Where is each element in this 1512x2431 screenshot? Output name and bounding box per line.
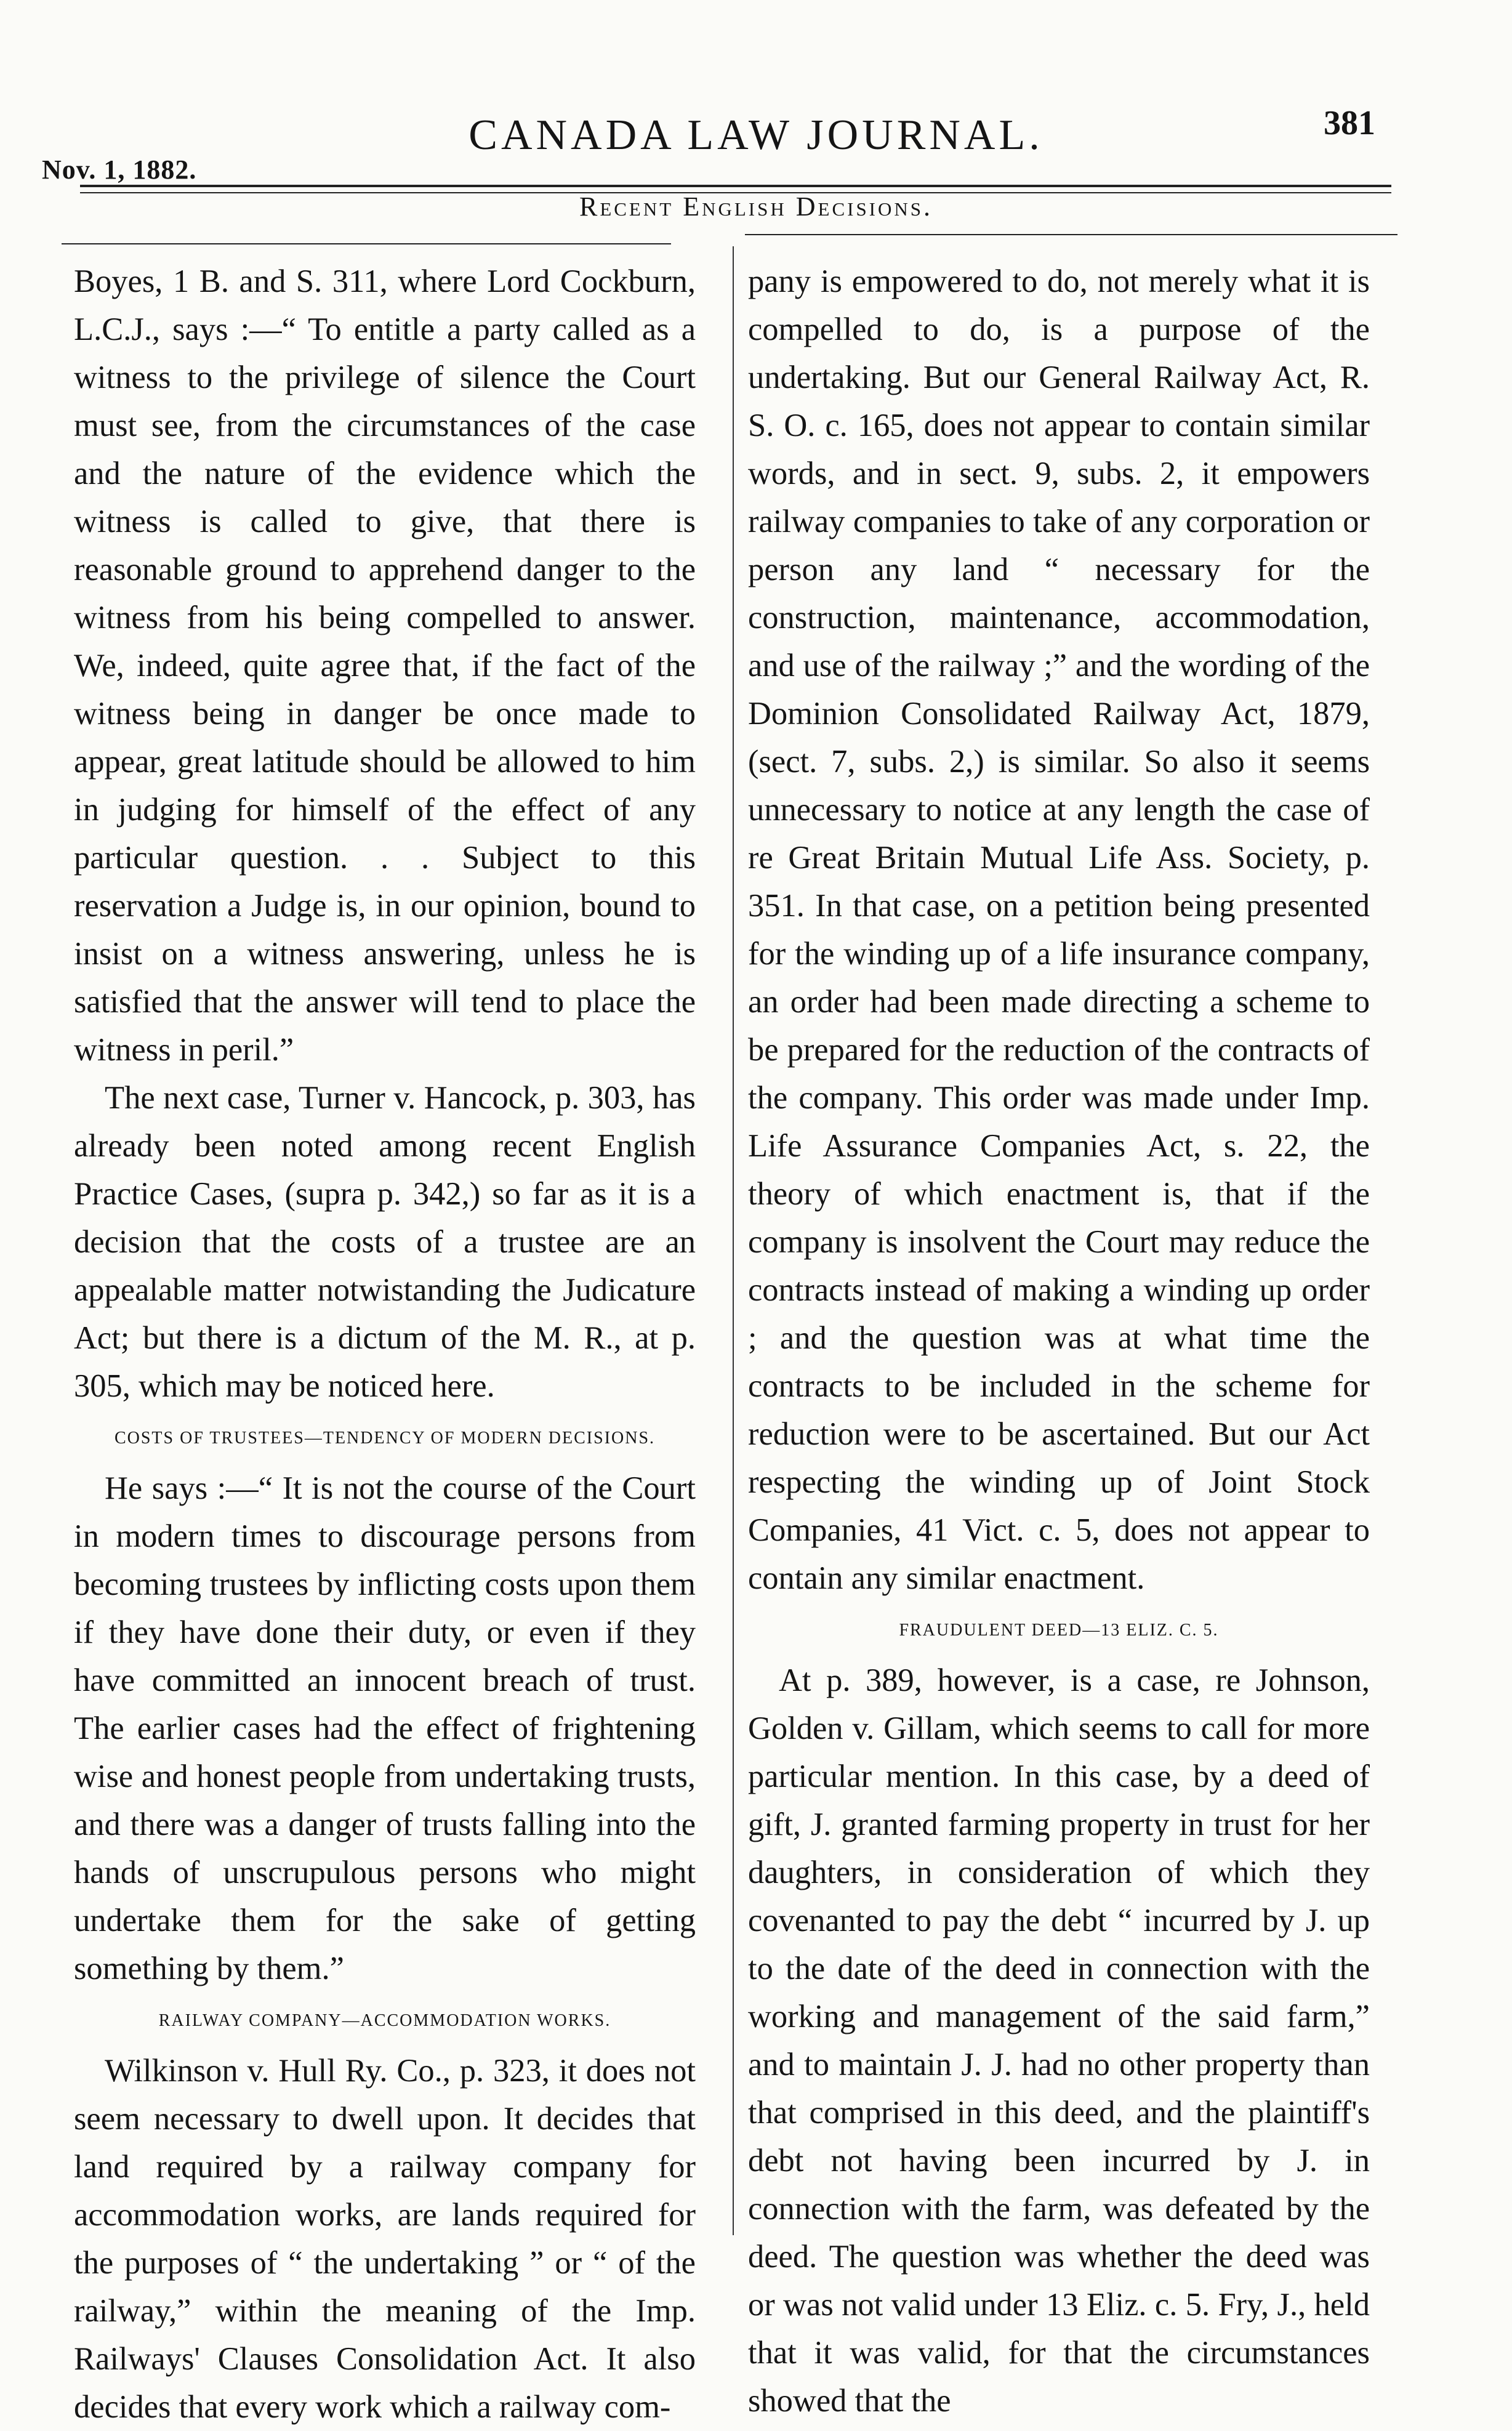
- right-paragraph-1: pany is empowered to do, not merely what it is compelled to do, is a purpose of the undertaking. But our General Railway Act, R. S. O. c. 165, does not appear to contain similar words, and in sect. 9, subs. 2, it empowers railway companies to take of any corporation or person any land “ necessary for the construction, maintenance, accommodation, and use of the railway ;” and the wording of the Dominion Consolidated Railway Act, 1879, (sect. 7, subs. 2,) is similar. So also it seems unnecessary to notice at any length the case of re Great Britain Mutual Life Ass. Society, p. 351. In that case, on a petition being presented for the winding up of a life insurance company, an order had been made directing a scheme to be prepared for the reduction of the contracts of the company. This order was made under Imp. Life Assurance Companies Act, s. 22, the theory of which enactment is, that if the company is insolvent the Court may reduce the contracts instead of making a winding up order ; and the question was at what time the contracts to be included in the scheme for reduction were to be ascertained. But our Act respecting the winding up of Joint Stock Companies, 41 Vict. c. 5, does not appear to contain any similar enactment.: [748, 264, 1370, 1596]
- left-paragraph-2: The next case, Turner v. Hancock, p. 303, has already been noted among recent English Practice Cases, (supra p. 342,) so far as it is a decision that the costs of a trustee are an appealable matter notwistanding the Judicature Act; but there is a dictum of the M. R., at p. 305, which may be noticed here.: [74, 1080, 696, 1404]
- section-rule-right: [745, 234, 1397, 235]
- section-rule-left: [62, 243, 671, 244]
- section-title: Recent English Decisions.: [579, 191, 933, 222]
- left-paragraph-3: He says :—“ It is not the course of the Court in modern times to discourage persons from becoming trustees by inflicting costs upon them if they have done their duty, or even if they have committed an innocent breach of trust. The earlier cases had the effect of frightening wise and honest people from undertaking trusts, and there was a danger of trusts falling into the hands of unscrupulous persons who might undertake them for the sake of getting something by them.”: [74, 1470, 696, 1986]
- header-rule-top: [80, 185, 1391, 187]
- journal-title: CANADA LAW JOURNAL.: [468, 111, 1044, 159]
- left-paragraph-1: Boyes, 1 B. and S. 311, where Lord Cockburn, L.C.J., says :—“ To entitle a party called as a witness to the privilege of silence the Court must see, from the circumstances of the case and the nature of the evidence which the witness is called to give, that there is reasonable ground to apprehend danger to the witness from his being compelled to answer. We, indeed, quite agree that, if the fact of the witness being in danger be once made to appear, great latitude should be allowed to him in judging for himself of the effect of any particular question. . . Subject to this reservation a Judge is, in our opinion, bound to insist on a witness answering, unless he is satisfied that the answer will tend to place the witness in peril.”: [74, 264, 696, 1068]
- left-column: [74, 257, 696, 2431]
- page-number: 381: [1324, 104, 1375, 142]
- subheading-costs-of-trustees: COSTS OF TRUSTEES—TENDENCY OF MODERN DECISIONS.: [114, 1429, 656, 1448]
- right-column: [748, 257, 1370, 2425]
- subheading-railway-company: RAILWAY COMPANY—ACCOMMODATION WORKS.: [158, 2011, 611, 2030]
- issue-date: Nov. 1, 1882.: [42, 155, 197, 185]
- subheading-fraudulent-deed: FRAUDULENT DEED—13 ELIZ. C. 5.: [899, 1621, 1219, 1640]
- column-divider: [733, 246, 734, 2235]
- right-paragraph-2: At p. 389, however, is a case, re Johnson, Golden v. Gillam, which seems to call for more particular mention. In this case, by a deed of gift, J. granted farming property in trust for her daughters, in consideration of which they covenanted to pay the debt “ incurred by J. up to the date of the deed in connection with the working and management of the said farm,” and to maintain J. J. had no other property than that comprised in this deed, and the plaintiff's debt not having been incurred by J. in connection with the farm, was defeated by the deed. The question was whether the deed was or was not valid under 13 Eliz. c. 5. Fry, J., held that it was valid, for that the circumstances showed that the: [748, 1663, 1370, 2419]
- left-paragraph-4: Wilkinson v. Hull Ry. Co., p. 323, it does not seem necessary to dwell upon. It decides that land required by a railway company for accommodation works, are lands required for the purposes of “ the undertaking ” or “ of the railway,” within the meaning of the Imp. Railways' Clauses Consolidation Act. It also decides that every work which a railway com-: [74, 2053, 696, 2425]
